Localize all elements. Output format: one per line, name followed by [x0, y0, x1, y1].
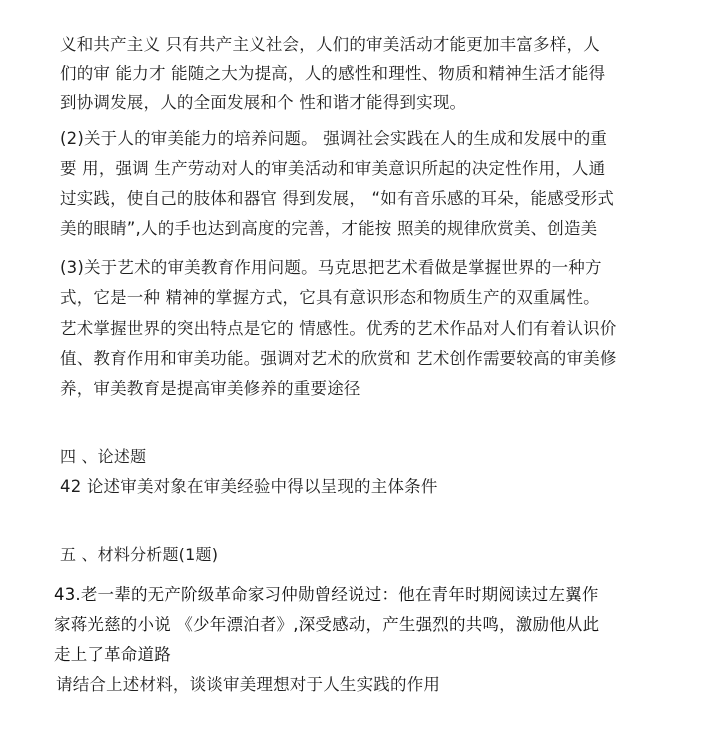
section-5-title: 五 、材料分析题(1题) [60, 545, 219, 564]
question-43-line-3: 走上了革命道路 [54, 645, 171, 664]
section-4-title: 四 、论述题 [60, 447, 147, 466]
paragraph-3-line-1: (3)关于艺术的审美教育作用问题。马克思把艺术看做是掌握世界的一种方 [60, 258, 602, 277]
paragraph-2-line-2: 要 用，强调 生产劳动对人的审美活动和审美意识所起的决定性作用，人通 [60, 159, 606, 178]
paragraph-3-line-4: 值、教育作用和审美功能。强调对艺术的欣赏和 艺术创作需要较高的审美修 [60, 349, 617, 368]
paragraph-3-line-2: 式，它是一种 精神的掌握方式，它具有意识形态和物质生产的双重属性。 [60, 288, 600, 307]
question-43-prompt: 请结合上述材料，谈谈审美理想对于人生实践的作用 [56, 675, 441, 694]
paragraph-1-line-1: 义和共产主义 只有共产主义社会，人们的审美活动才能更加丰富多样，人 [60, 35, 600, 54]
paragraph-2-line-3: 过实践，使自己的肢体和器官 得到发展， “如有音乐感的耳朵，能感受形式 [60, 189, 615, 208]
question-42: 42 论述审美对象在审美经验中得以呈现的主体条件 [60, 477, 438, 496]
paragraph-3-line-5: 养，审美教育是提高审美修养的重要途径 [60, 379, 361, 398]
paragraph-2-line-1: (2)关于人的审美能力的培养问题。 强调社会实践在人的生成和发展中的重 [60, 129, 608, 148]
question-43-line-1: 43.老一辈的无产阶级革命家习仲勋曾经说过：他在青年时期阅读过左翼作 [54, 585, 599, 604]
paragraph-3-line-3: 艺术掌握世界的突出特点是它的 情感性。优秀的艺术作品对人们有着认识价 [60, 319, 617, 338]
paragraph-1-line-3: 到协调发展，人的全面发展和个 性和谐才能得到实现。 [60, 93, 467, 112]
paragraph-2-line-4: 美的眼睛”,人的手也达到高度的完善，才能按 照美的规律欣赏美、创造美 [60, 219, 598, 238]
question-43-line-2: 家蒋光慈的小说 《少年漂泊者》,深受感动，产生强烈的共鸣，激励他从此 [54, 615, 600, 634]
paragraph-1-line-2: 们的审 能力才 能随之大为提高，人的感性和理性、物质和精神生活才能得 [60, 64, 606, 83]
